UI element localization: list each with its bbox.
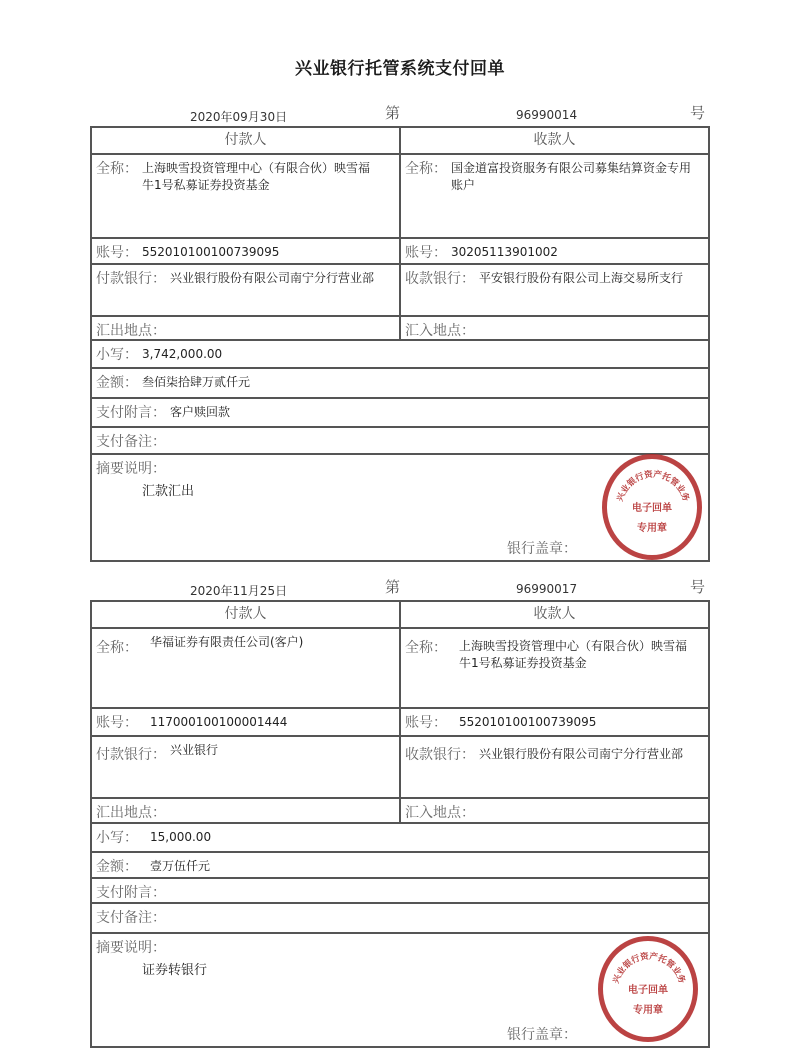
location-row: [92, 317, 708, 341]
document-title: 兴业银行托管系统支付回单: [295, 59, 505, 79]
location-row: [92, 799, 708, 824]
amount-words-label: 金额：: [96, 375, 138, 391]
party-header-row: [92, 602, 708, 629]
payment-note-row: [92, 879, 708, 904]
payer-bank: 兴业银行股份有限公司南宁分行营业部: [170, 271, 375, 285]
payer-full-name-cell: [92, 155, 399, 237]
svg-text:兴业银行资产托管业务: 兴业银行资产托管业务: [611, 951, 687, 985]
amount-words: 壹万伍仟元: [150, 859, 211, 873]
amount-small-label: 小写：: [96, 830, 138, 846]
payee-bank-cell: [399, 265, 708, 315]
amount-words-cell: [92, 853, 708, 877]
out-location-cell: [92, 317, 399, 339]
out-location-label: 汇出地点：: [96, 805, 166, 821]
amount-small-row: [92, 341, 708, 369]
slip-date: 2020年11月25日: [190, 584, 288, 598]
party-header-row: [92, 128, 708, 155]
svg-text:兴业银行资产托管业务: 兴业银行资产托管业务: [615, 469, 691, 503]
summary-text: 证券转银行: [142, 963, 208, 978]
slip-date: 2020年09月30日: [190, 110, 288, 124]
payment-remark-label: 支付备注：: [96, 434, 166, 450]
stamp-line-1: 电子回单: [628, 985, 668, 996]
amount-words-cell: [92, 369, 708, 397]
payer-bank-cell: [92, 265, 399, 315]
bank-seal-stamp: [598, 936, 698, 1042]
in-location-label: 汇入地点：: [405, 805, 475, 821]
payment-remark-cell: [92, 428, 708, 453]
receipt-form: [90, 600, 710, 1048]
payer-bank: 兴业银行: [170, 743, 219, 757]
payee-bank-label: 收款银行：: [405, 747, 475, 763]
payment-note: 客户赎回款: [170, 405, 231, 419]
number-prefix: 第: [385, 104, 401, 122]
full-name-label: 全称：: [96, 161, 138, 177]
payee-bank: 兴业银行股份有限公司南宁分行营业部: [479, 747, 684, 761]
bank-row: [92, 737, 708, 799]
bank-seal-label: 银行盖章：: [507, 1027, 577, 1043]
full-name-label: 全称：: [405, 640, 447, 656]
account-label: 账号：: [96, 715, 138, 731]
payee-full-name: 国金道富投资服务有限公司募集结算资金专用账户: [451, 161, 692, 192]
payee-full-name: 上海映雪投资管理中心（有限合伙）映雪福牛1号私募证券投资基金: [459, 639, 688, 670]
payer-bank-label: 付款银行：: [96, 747, 166, 763]
receipt-slip-2: [90, 574, 710, 1048]
payment-note-label: 支付附言：: [96, 405, 166, 421]
slip-meta: [90, 100, 710, 126]
payment-remark-row: [92, 428, 708, 455]
payee-header: 收款人: [399, 602, 708, 627]
amount-words-row: [92, 853, 708, 879]
account-label: 账号：: [405, 245, 447, 261]
amount-small-label: 小写：: [96, 347, 138, 363]
amount-small: 15,000.00: [150, 830, 212, 844]
summary-label: 摘要说明：: [96, 461, 166, 477]
payee-full-name-cell: [399, 155, 708, 237]
payer-bank-label: 付款银行：: [96, 271, 166, 287]
stamp-line-1: 电子回单: [632, 503, 672, 514]
payer-full-name: 华福证券有限责任公司(客户): [150, 635, 304, 649]
summary-text: 汇款汇出: [142, 484, 195, 499]
payee-full-name-cell: [399, 629, 708, 707]
in-location-cell: [399, 799, 708, 822]
number-suffix: 号: [690, 578, 706, 596]
payment-remark-row: [92, 904, 708, 934]
payer-account: 552010100100739095: [142, 245, 280, 259]
bank-seal-stamp: [602, 454, 702, 560]
amount-words-row: [92, 369, 708, 399]
bank-row: [92, 265, 708, 317]
payment-remark-label: 支付备注：: [96, 910, 166, 926]
account-label: 账号：: [96, 245, 138, 261]
receipt-form: [90, 126, 710, 562]
number-suffix: 号: [690, 104, 706, 122]
full-name-row: [92, 155, 708, 239]
summary-row: [92, 934, 708, 1046]
account-row: [92, 709, 708, 737]
receipt-slip-1: [90, 100, 710, 562]
payee-account: 30205113901002: [451, 245, 558, 259]
in-location-cell: [399, 317, 708, 339]
payment-note-cell: [92, 399, 708, 426]
payee-account-cell: [399, 239, 708, 263]
amount-words: 叁佰柒拾肆万贰仟元: [142, 375, 251, 389]
full-name-row: [92, 629, 708, 709]
payment-note-label: 支付附言：: [96, 885, 166, 901]
payee-bank-label: 收款银行：: [405, 271, 475, 287]
summary-label: 摘要说明：: [96, 940, 166, 956]
payer-full-name: 上海映雪投资管理中心（有限合伙）映雪福牛1号私募证券投资基金: [142, 161, 371, 192]
in-location-label: 汇入地点：: [405, 323, 475, 339]
stamp-line-2: 专用章: [633, 1005, 663, 1016]
amount-small-cell: [92, 341, 708, 367]
number-prefix: 第: [385, 578, 401, 596]
payer-bank-cell: [92, 737, 399, 797]
payment-note-row: [92, 399, 708, 428]
payee-account: 552010100100739095: [459, 715, 597, 729]
full-name-label: 全称：: [96, 640, 138, 656]
payee-bank: 平安银行股份有限公司上海交易所支行: [479, 271, 684, 285]
account-label: 账号：: [405, 715, 447, 731]
slip-number: 96990017: [516, 582, 578, 596]
payee-header: 收款人: [399, 128, 708, 153]
payer-header: 付款人: [224, 606, 267, 622]
summary-row: [92, 455, 708, 560]
payer-account-cell: [92, 239, 399, 263]
amount-words-label: 金额：: [96, 859, 138, 875]
payer-full-name-cell: [92, 629, 399, 707]
out-location-label: 汇出地点：: [96, 323, 166, 339]
slip-number: 96990014: [516, 108, 578, 122]
payer-account-cell: [92, 709, 399, 735]
full-name-label: 全称：: [405, 161, 447, 177]
stamp-line-2: 专用章: [637, 523, 667, 534]
payment-remark-cell: [92, 904, 708, 932]
payee-bank-cell: [399, 737, 708, 797]
bank-seal-label: 银行盖章：: [507, 541, 577, 557]
payment-note-cell: [92, 879, 708, 902]
account-row: [92, 239, 708, 265]
amount-small: 3,742,000.00: [142, 347, 223, 361]
slip-meta: [90, 574, 710, 600]
payee-account-cell: [399, 709, 708, 735]
amount-small-cell: [92, 824, 708, 851]
out-location-cell: [92, 799, 399, 822]
amount-small-row: [92, 824, 708, 853]
summary-cell: [92, 934, 708, 1046]
payer-header: 付款人: [224, 132, 267, 148]
summary-cell: [92, 455, 708, 560]
payer-account: 117000100100001444: [150, 715, 288, 729]
